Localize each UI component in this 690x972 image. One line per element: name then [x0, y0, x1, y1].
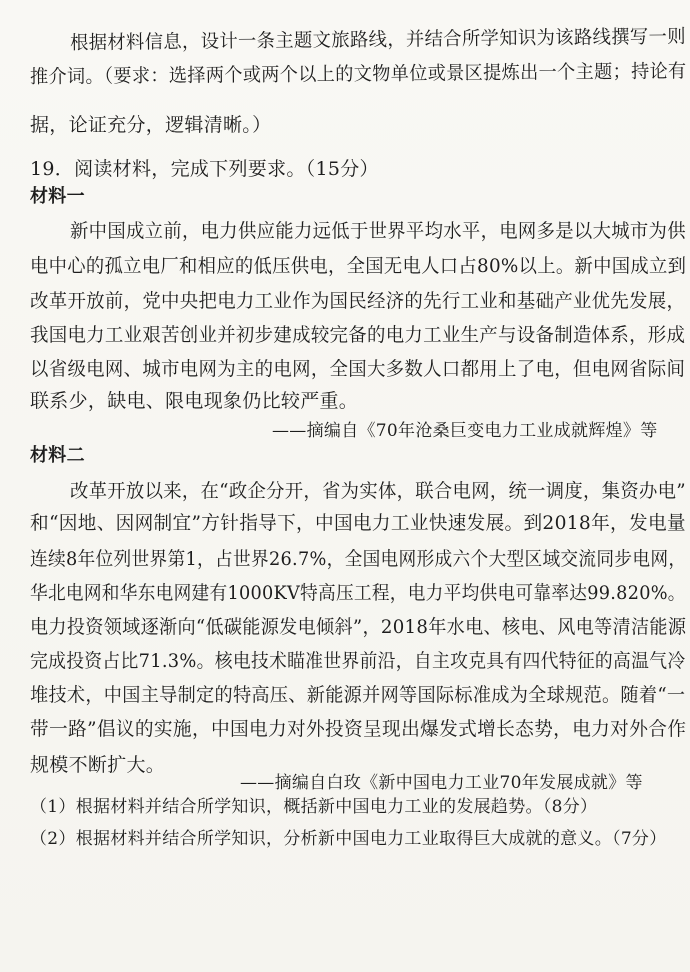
material-2-line-3: 连续8年位列世界第1，占世界26.7%，全国电网形成六个大型区域交流同步电网，	[30, 548, 687, 570]
material-1-line-6: 联系少，缺电、限电现象仍比较严重。	[30, 390, 359, 412]
intro-line-2: 推介词。（要求：选择两个或两个以上的文物单位或景区提炼出一个主题；持论有	[29, 60, 687, 88]
material-1-line-4: 我国电力工业艰苦创业并初步建成较完备的电力工业生产与设备制造体系，形成	[30, 324, 686, 346]
question-title: 19．阅读材料，完成下列要求。（15分）	[30, 158, 379, 180]
intro-line-3: 据，论证充分，逻辑清晰。）	[30, 114, 272, 136]
material-2-line-9: 规模不断扩大。	[30, 754, 166, 776]
material-2-line-2: 和“因地、因网制宜”方针指导下，中国电力工业快速发展。到2018年，发电量	[30, 512, 686, 534]
task-2: （2）根据材料并结合所学知识，分析新中国电力工业取得巨大成就的意义。（7分）	[30, 829, 667, 849]
material-2-line-4: 华北电网和华东电网建有1000KV特高压工程，电力平均供电可靠率达99.820%。	[30, 582, 686, 604]
material-1-source: ——摘编自《70年沧桑巨变电力工业成就辉煌》等	[272, 421, 658, 441]
material-1-line-3: 改革开放前，党中央把电力工业作为国民经济的先行工业和基础产业优先发展，	[30, 290, 686, 312]
material-1-line-5: 以省级电网、城市电网为主的电网，全国大多数人口都用上了电，但电网省际间	[30, 358, 686, 380]
material-2-line-7: 堆技术，中国主导制定的特高压、新能源并网等国际标准成为全球规范。随着“一	[30, 684, 686, 706]
material-1-line-1: 新中国成立前，电力供应能力远低于世界平均水平，电网多是以大城市为供	[70, 220, 686, 242]
material-2-line-1: 改革开放以来，在“政企分开，省为实体，联合电网，统一调度，集资办电”	[70, 480, 686, 502]
material-1-line-2: 电中心的孤立电厂和相应的低压供电，全国无电人口占80%以上。新中国成立到	[30, 255, 687, 277]
material-2-line-6: 完成投资占比71.3%。核电技术瞄准世界前沿，自主攻克具有四代特征的高温气冷	[30, 650, 686, 672]
material-2-heading: 材料二	[30, 445, 85, 466]
material-2-line-5: 电力投资领域逐渐向“低碳能源发电倾斜”，2018年水电、核电、风电等清洁能源	[30, 616, 687, 638]
task-1: （1）根据材料并结合所学知识，概括新中国电力工业的发展趋势。（8分）	[30, 797, 598, 817]
material-1-heading: 材料一	[30, 186, 85, 207]
material-2-line-8: 带一路”倡议的实施，中国电力对外投资呈现出爆发式增长态势，电力对外合作	[30, 718, 687, 740]
intro-line-1: 根据材料信息，设计一条主题文旅路线，并结合所学知识为该路线撰写一则	[69, 25, 686, 54]
material-2-source: ——摘编自白玫《新中国电力工业70年发展成就》等	[240, 773, 643, 793]
